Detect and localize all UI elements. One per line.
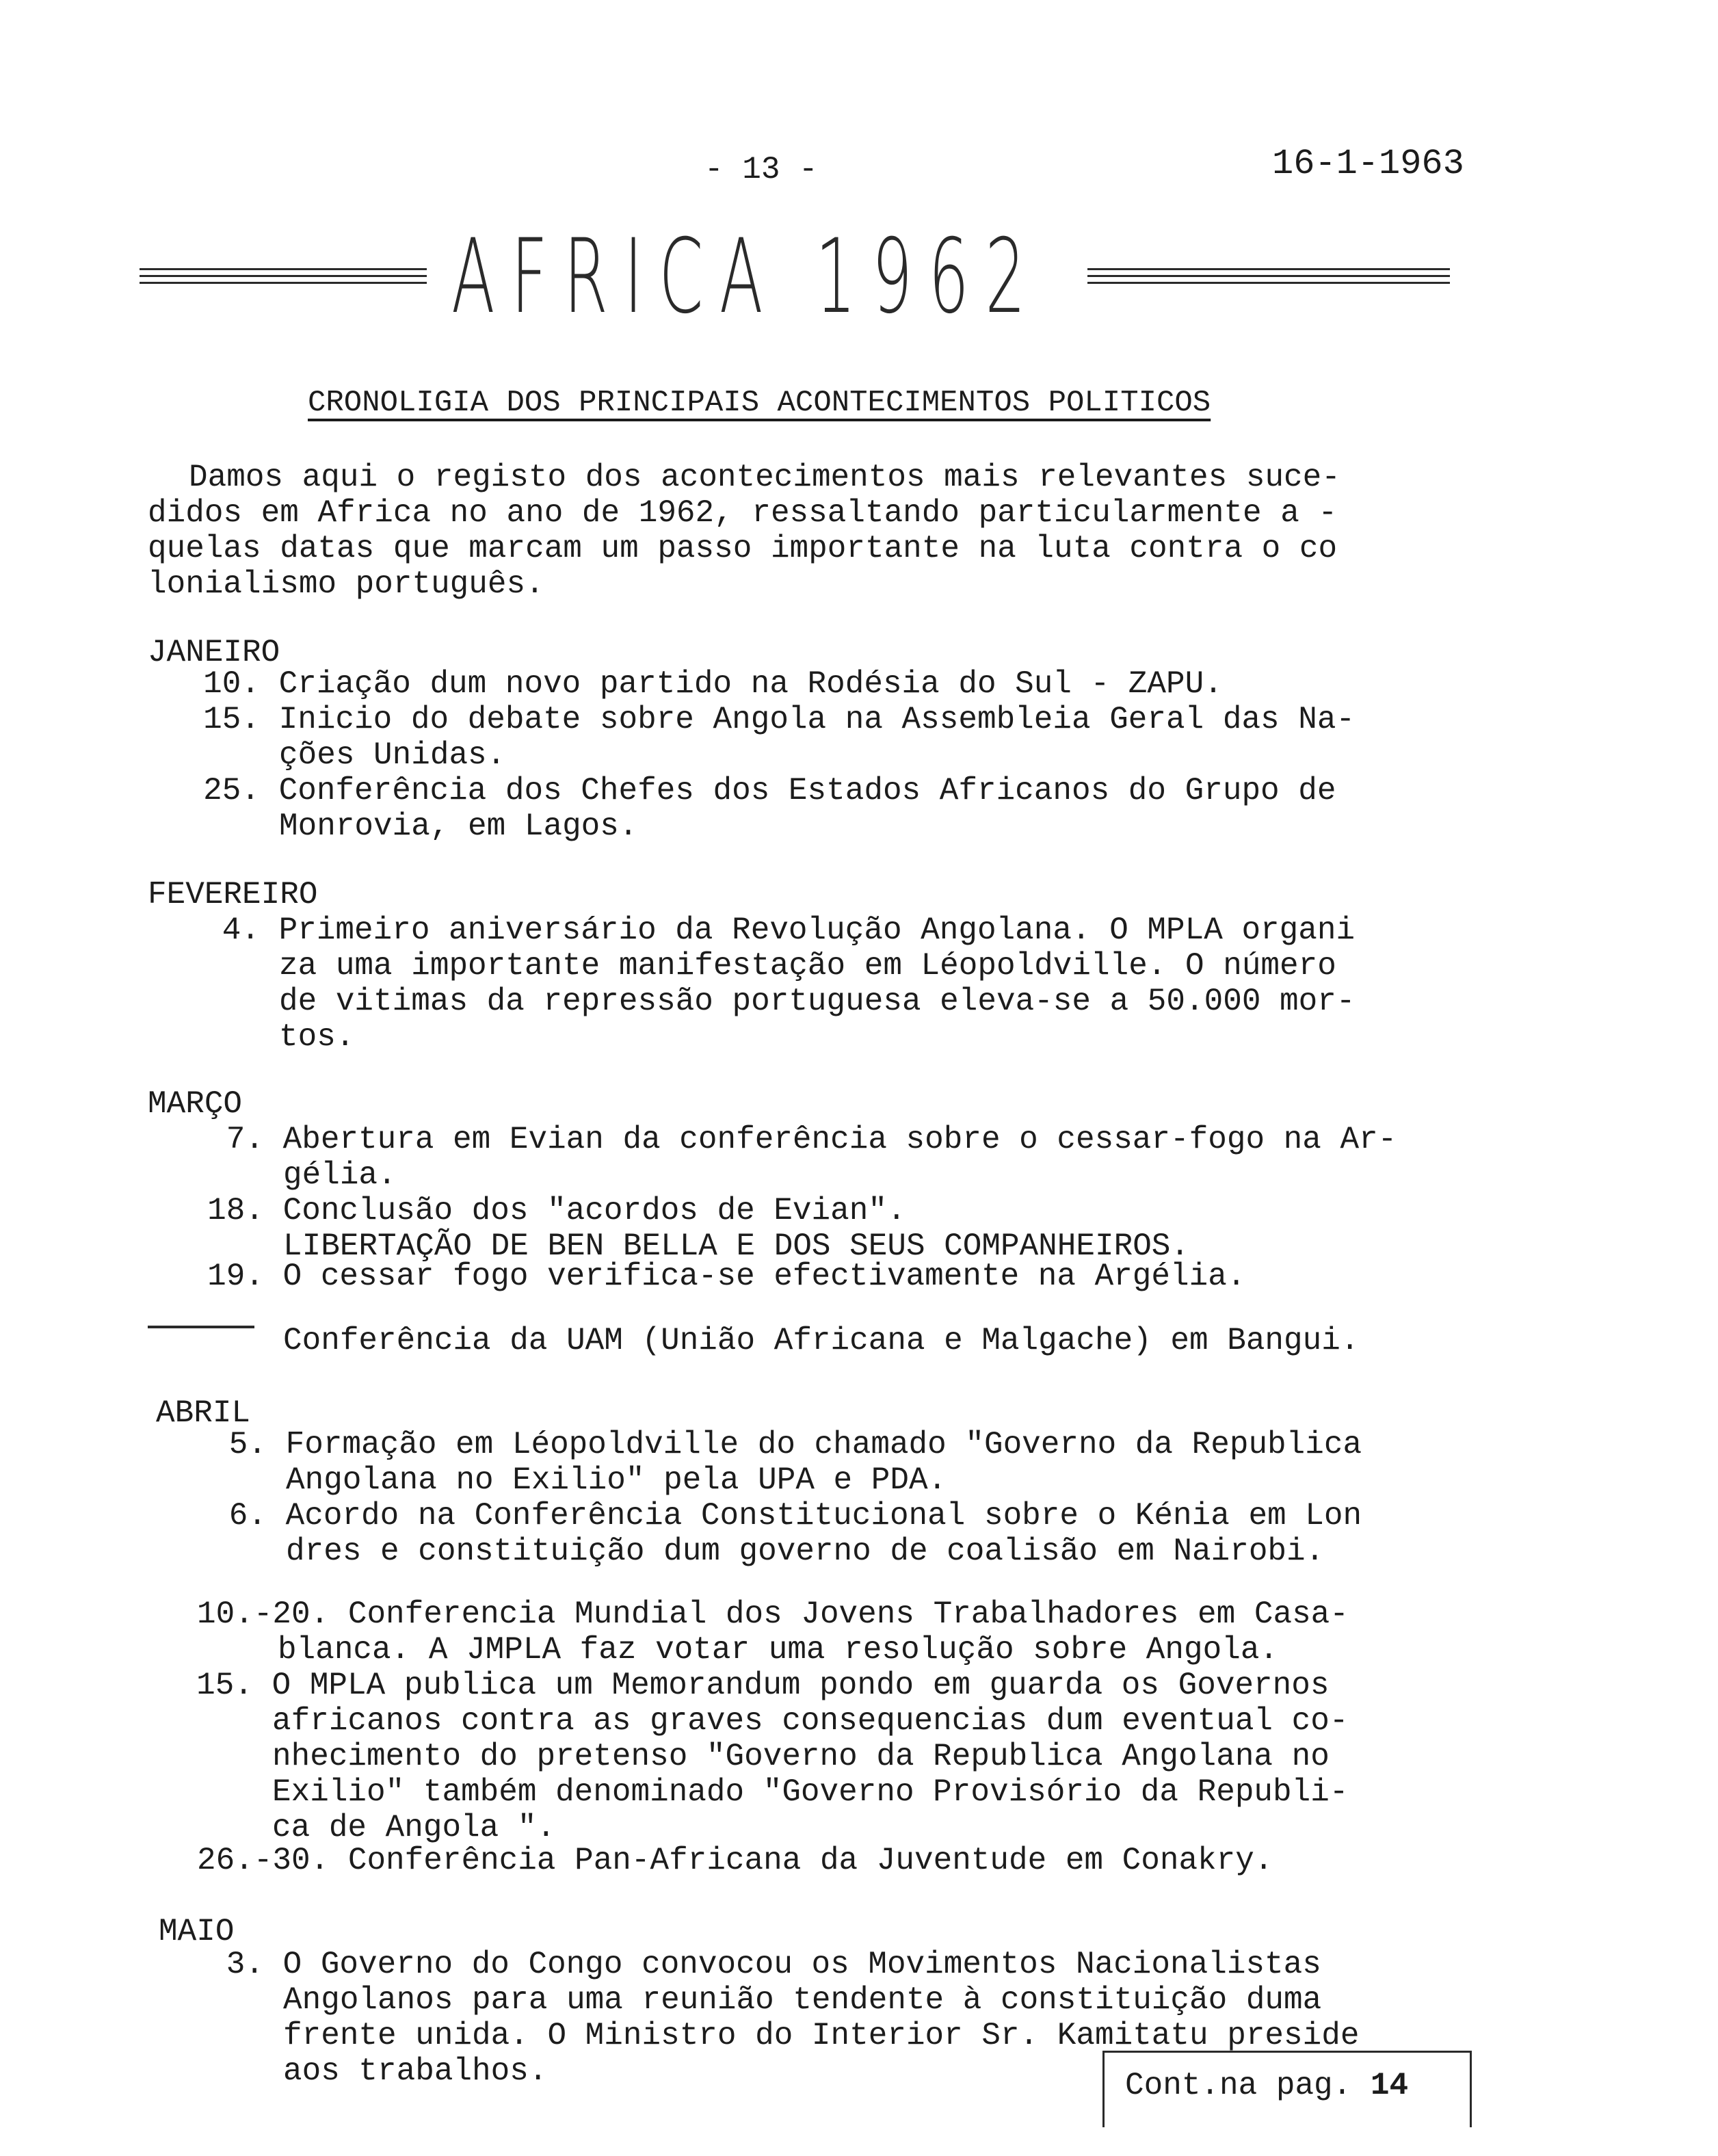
- entry-text: Monrovia, em Lagos.: [279, 808, 638, 844]
- intro-line: quelas datas que marcam um passo importante na luta contra o co: [148, 531, 1338, 566]
- entry-text: Formação em Léopoldville do chamado "Governo da Republica: [285, 1427, 1362, 1462]
- entry-text: Abertura em Evian da conferência sobre o cessar-fogo na Ar-: [282, 1122, 1397, 1157]
- entry-day: 18.: [207, 1193, 264, 1228]
- entry-day: 4.: [222, 912, 260, 948]
- title-rule-left-2: [140, 275, 427, 277]
- entry-text: frente unida. O Ministro do Interior Sr. Kamitatu preside: [283, 2018, 1360, 2053]
- chronology-entry: [178, 1427, 1362, 1498]
- entry-text: ções Unidas.: [279, 737, 506, 773]
- chronology-entry: [178, 1122, 1397, 1193]
- entry-day: 19.: [207, 1259, 264, 1294]
- entry-day: 3.: [226, 1947, 264, 1982]
- entry-text: Exilio" também denominado "Governo Provisório da Republi-: [272, 1774, 1349, 1810]
- document-date: 16-1-1963: [1272, 144, 1464, 184]
- chronology-entry: [178, 912, 1355, 1055]
- chronology-entry: [178, 666, 1223, 702]
- chronology-entry: [197, 1843, 1273, 1878]
- entry-day: 5.: [228, 1427, 267, 1462]
- entry-text: O cessar fogo verifica-se efectivamente na Argélia.: [282, 1259, 1246, 1294]
- separator-dash: [148, 1326, 254, 1328]
- title-rule-right-1: [1087, 268, 1450, 270]
- entry-day: 7.: [226, 1122, 264, 1157]
- entry-text: blanca. A JMPLA faz votar uma resolução sobre Angola.: [278, 1632, 1279, 1668]
- entry-text: Inicio do debate sobre Angola na Assembleia Geral das Na-: [278, 702, 1356, 737]
- entry-text: ca de Angola ".: [272, 1810, 556, 1845]
- entry-day: 15.: [203, 702, 260, 737]
- continued-on-page-box: [1102, 2051, 1472, 2127]
- chronology-entry: [178, 1193, 1189, 1264]
- chronology-entry: [283, 1323, 1359, 1358]
- continued-page-number: 14: [1370, 2068, 1409, 2103]
- entry-day: 26.-30.: [197, 1843, 330, 1878]
- entry-text: za uma importante manifestação em Léopoldville. O número: [279, 948, 1336, 984]
- entry-text: Angolana no Exilio" pela UPA e PDA.: [286, 1462, 947, 1498]
- title-rule-right-3: [1087, 282, 1450, 284]
- chronology-entry: [178, 773, 1336, 844]
- chronology-entry: [178, 1668, 1348, 1845]
- entry-day: 25.: [203, 773, 260, 808]
- entry-day: 6.: [228, 1498, 267, 1534]
- month-heading-maio: MAIO: [159, 1914, 235, 1949]
- entry-text: Conferência dos Chefes dos Estados Africanos do Grupo de: [278, 773, 1336, 808]
- entry-text: gélia.: [283, 1157, 397, 1193]
- entry-text: O MPLA publica um Memorandum pondo em guarda os Governos: [272, 1668, 1330, 1703]
- entry-text: LIBERTAÇÃO DE BEN BELLA E DOS SEUS COMPANHEIROS.: [283, 1228, 1190, 1264]
- chronology-entry: [197, 1596, 1349, 1668]
- month-heading-marco: MARÇO: [148, 1086, 243, 1122]
- entry-text: Acordo na Conferência Constitucional sobre o Kénia em Lon: [285, 1498, 1362, 1534]
- month-heading-abril: ABRIL: [156, 1395, 251, 1431]
- entry-text: Conferência da UAM (União Africana e Malgache) em Bangui.: [283, 1323, 1360, 1358]
- section-subtitle: CRONOLIGIA DOS PRINCIPAIS ACONTECIMENTOS POLITICOS: [308, 386, 1211, 420]
- chronology-entry: [178, 1498, 1362, 1569]
- month-heading-fevereiro: FEVEREIRO: [148, 877, 318, 912]
- month-heading-janeiro: JANEIRO: [148, 635, 280, 670]
- continued-label: Cont.na pag.: [1125, 2068, 1352, 2103]
- entry-text: Criação dum novo partido na Rodésia do Sul - ZAPU.: [278, 666, 1223, 702]
- entry-text: de vitimas da repressão portuguesa eleva-se a 50.000 mor-: [279, 984, 1356, 1019]
- intro-line: didos em Africa no ano de 1962, ressaltando particularmente a -: [148, 495, 1338, 531]
- entry-text: africanos contra as graves consequencias dum eventual co-: [272, 1703, 1349, 1739]
- intro-line: lonialismo português.: [148, 566, 544, 602]
- entry-text: Conferencia Mundial dos Jovens Trabalhadores em Casa-: [347, 1596, 1349, 1632]
- title-rule-left-1: [140, 268, 427, 270]
- entry-text: nhecimento do pretenso "Governo da Republica Angolana no: [272, 1739, 1330, 1774]
- entry-text: tos.: [279, 1019, 355, 1055]
- entry-text: Primeiro aniversário da Revolução Angolana. O MPLA organi: [278, 912, 1356, 948]
- page-number: - 13 -: [704, 152, 818, 187]
- title-rule-right-2: [1087, 275, 1450, 277]
- entry-day: 10.: [203, 666, 260, 702]
- entry-text: aos trabalhos.: [283, 2053, 548, 2089]
- entry-text: Angolanos para uma reunião tendente à constituição duma: [283, 1982, 1322, 2018]
- entry-day: 10.-20.: [197, 1596, 330, 1632]
- chronology-entry: [178, 1259, 1245, 1294]
- intro-line: Damos aqui o registo dos acontecimentos mais relevantes suce-: [189, 460, 1340, 495]
- entry-text: Conclusão dos "acordos de Evian".: [282, 1193, 906, 1228]
- page-title: AFRICA 1962: [451, 218, 1042, 337]
- intro-paragraph: [148, 460, 1340, 602]
- entry-day: 15.: [196, 1668, 253, 1703]
- chronology-entry: [178, 702, 1355, 773]
- entry-text: Conferência Pan-Africana da Juventude em Conakry.: [347, 1843, 1273, 1878]
- title-rule-left-3: [140, 282, 427, 284]
- entry-text: O Governo do Congo convocou os Movimentos Nacionalistas: [282, 1947, 1321, 1982]
- entry-text: dres e constituição dum governo de coalisão em Nairobi.: [286, 1534, 1325, 1569]
